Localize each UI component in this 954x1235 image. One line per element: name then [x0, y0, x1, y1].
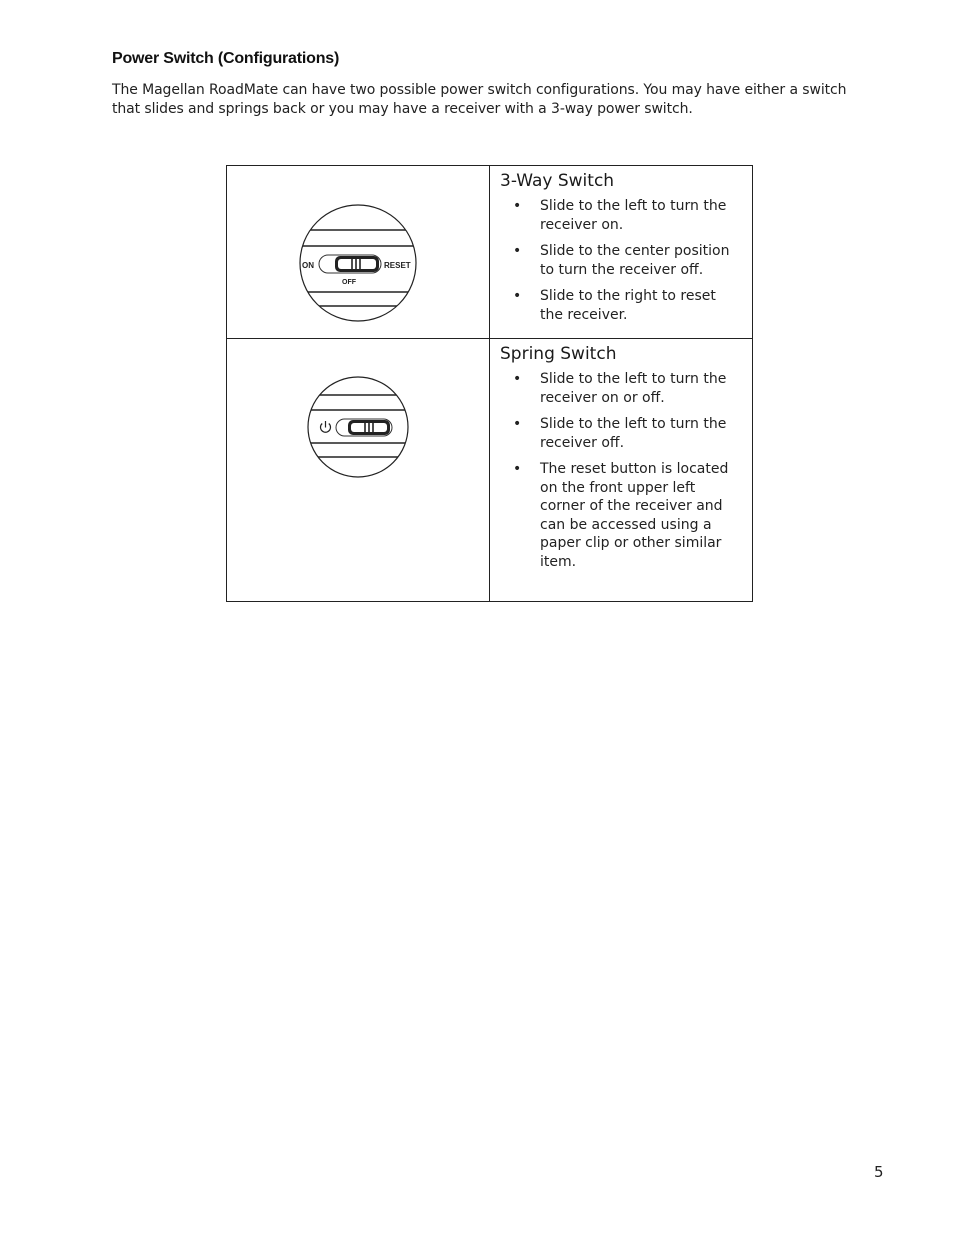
spring-switch-illustration	[306, 375, 410, 479]
table-row-3way	[227, 166, 753, 339]
list-item: • Slide to the left to turn the receiver on or off.	[500, 370, 752, 407]
reset-label: RESET	[384, 261, 411, 270]
list-item: • Slide to the left to turn the receiver off.	[500, 415, 752, 452]
page-number: 5	[874, 1163, 884, 1181]
three-way-switch-illustration	[297, 202, 419, 324]
spring-switch-image-cell	[227, 339, 490, 602]
spring-switch-text-cell	[490, 339, 753, 602]
on-label: ON	[302, 261, 314, 270]
list-item: • Slide to the right to reset the receiver.	[500, 287, 752, 324]
spring-switch-title: Spring Switch	[500, 344, 617, 364]
off-label: OFF	[342, 279, 356, 286]
list-item: • Slide to the center position to turn the receiver off.	[500, 242, 752, 279]
three-way-switch-image-cell	[227, 166, 490, 339]
three-way-switch-text-cell	[490, 166, 753, 339]
list-item: • Slide to the left to turn the receiver on.	[500, 197, 752, 234]
switch-configurations-table	[226, 165, 753, 602]
intro-paragraph: The Magellan RoadMate can have two possible power switch configurations. You may have either a switch that slides and springs back or you may have a receiver with a 3-way power switch.	[112, 82, 847, 117]
three-way-switch-title: 3-Way Switch	[500, 171, 615, 191]
three-way-switch-list	[500, 197, 752, 324]
spring-switch-list	[500, 370, 752, 571]
list-item: • The reset button is located on the front upper left corner of the receiver and can be accessed using a paper clip or other similar item.	[500, 460, 752, 571]
table-row-spring	[227, 339, 753, 602]
section-heading: Power Switch (Configurations)	[112, 50, 340, 67]
